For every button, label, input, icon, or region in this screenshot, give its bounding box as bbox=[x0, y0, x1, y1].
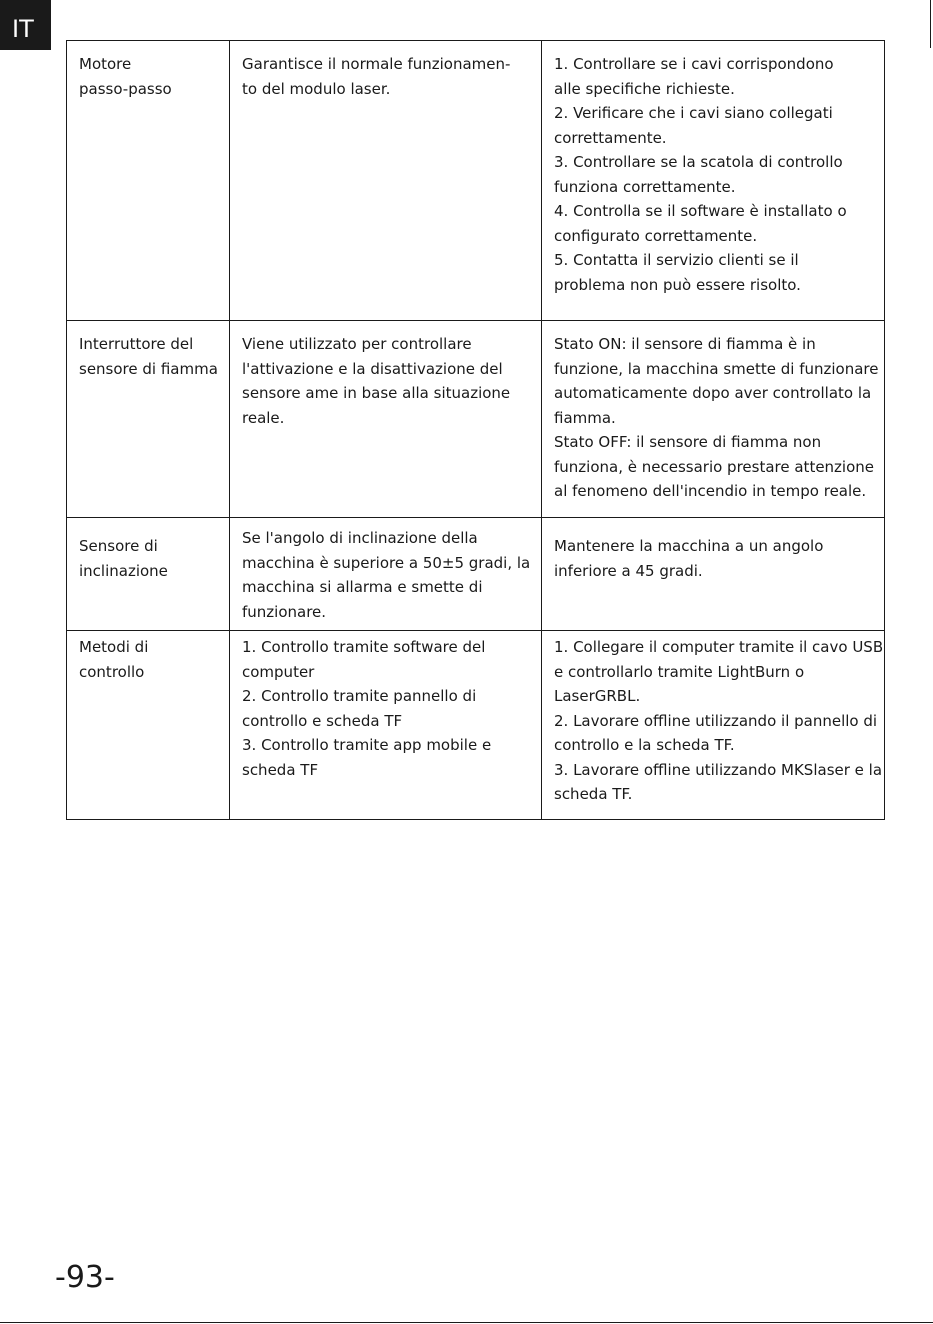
description-line: l'attivazione e la disattivazione del bbox=[242, 359, 503, 378]
component-line: Metodi di bbox=[79, 638, 149, 656]
solution-cell bbox=[542, 518, 885, 631]
solution-line: funziona correttamente. bbox=[554, 177, 736, 196]
solution-line: 3. Lavorare offline utilizzando MKSlaser e la bbox=[554, 760, 883, 779]
description-cell bbox=[230, 41, 542, 321]
component-cell bbox=[67, 518, 230, 631]
solution-line: Stato ON: il sensore di fiamma è in bbox=[554, 335, 816, 353]
solution-line: alle specifiche richieste. bbox=[554, 79, 735, 98]
solution-line: 4. Controlla se il software è installato o bbox=[554, 202, 847, 220]
table-row-control-methods bbox=[67, 631, 885, 820]
description-line: 2. Controllo tramite pannello di bbox=[242, 687, 477, 705]
solution-line: automaticamente dopo aver controllato la bbox=[554, 384, 872, 402]
description-line: Se l'angolo di inclinazione della bbox=[242, 529, 478, 547]
solution-line: LaserGRBL. bbox=[554, 687, 641, 705]
description-cell bbox=[230, 518, 542, 631]
component-line: controllo bbox=[79, 662, 145, 681]
component-line: passo-passo bbox=[79, 79, 172, 98]
solution-cell bbox=[542, 631, 885, 820]
solution-cell bbox=[542, 41, 885, 321]
solution-line: 1. Collegare il computer tramite il cavo USB bbox=[554, 638, 884, 656]
description-line: 1. Controllo tramite software del bbox=[242, 638, 486, 656]
solution-line: funziona, è necessario prestare attenzione bbox=[554, 457, 875, 476]
component-cell bbox=[67, 631, 230, 820]
solution-line: correttamente. bbox=[554, 128, 667, 147]
solution-line: fiamma. bbox=[554, 408, 616, 427]
description-line: controllo e scheda TF bbox=[242, 711, 403, 730]
language-tab: IT bbox=[0, 0, 51, 50]
description-line: macchina si allarma e smette di bbox=[242, 578, 483, 596]
page-number: -93- bbox=[55, 1260, 115, 1295]
solution-line: configurato correttamente. bbox=[554, 226, 758, 245]
component-line: Sensore di bbox=[79, 537, 158, 555]
solution-line: e controllarlo tramite LightBurn o bbox=[554, 662, 805, 681]
description-line: computer bbox=[242, 662, 315, 681]
solution-line: 2. Verificare che i cavi siano collegati bbox=[554, 104, 833, 122]
solution-line: scheda TF. bbox=[554, 785, 633, 803]
solution-line: controllo e la scheda TF. bbox=[554, 736, 735, 754]
solution-line: Stato OFF: il sensore di fiamma non bbox=[554, 433, 822, 451]
solution-line: al fenomeno dell'incendio in tempo reale. bbox=[554, 482, 867, 500]
component-line: sensore di fiamma bbox=[79, 359, 218, 378]
page-edge-mark bbox=[930, 0, 931, 48]
solution-line: funzione, la macchina smette di funzionare bbox=[554, 359, 879, 378]
description-cell bbox=[230, 631, 542, 820]
table-row-stepper-motor bbox=[67, 41, 885, 321]
component-cell bbox=[67, 41, 230, 321]
description-line: to del modulo laser. bbox=[242, 79, 391, 98]
description-line: 3. Controllo tramite app mobile e bbox=[242, 736, 492, 754]
bottom-rule bbox=[0, 1322, 933, 1323]
description-line: reale. bbox=[242, 408, 285, 427]
component-line: Interruttore del bbox=[79, 335, 194, 353]
table-row-tilt-sensor bbox=[67, 518, 885, 631]
solution-cell bbox=[542, 321, 885, 518]
solution-line: 1. Controllare se i cavi corrispondono bbox=[554, 55, 834, 73]
solution-line: 3. Controllare se la scatola di controllo bbox=[554, 153, 843, 171]
solution-line: 2. Lavorare offline utilizzando il pannello di bbox=[554, 711, 878, 730]
solution-line: Mantenere la macchina a un angolo bbox=[554, 537, 824, 555]
solution-line: inferiore a 45 gradi. bbox=[554, 561, 703, 580]
description-line: Viene utilizzato per controllare bbox=[242, 335, 472, 353]
description-line: scheda TF bbox=[242, 760, 319, 779]
solution-line: 5. Contatta il servizio clienti se il bbox=[554, 251, 799, 269]
description-line: Garantisce il normale funzionamen- bbox=[242, 55, 511, 73]
table-row-flame-sensor-switch bbox=[67, 321, 885, 518]
component-cell bbox=[67, 321, 230, 518]
solution-line: problema non può essere risolto. bbox=[554, 275, 801, 294]
description-line: macchina è superiore a 50±5 gradi, la bbox=[242, 553, 531, 572]
description-line: sensore ame in base alla situazione bbox=[242, 384, 511, 402]
component-line: inclinazione bbox=[79, 561, 168, 580]
component-line: Motore bbox=[79, 55, 132, 73]
specification-table bbox=[66, 40, 885, 820]
description-cell bbox=[230, 321, 542, 518]
description-line: funzionare. bbox=[242, 602, 327, 621]
